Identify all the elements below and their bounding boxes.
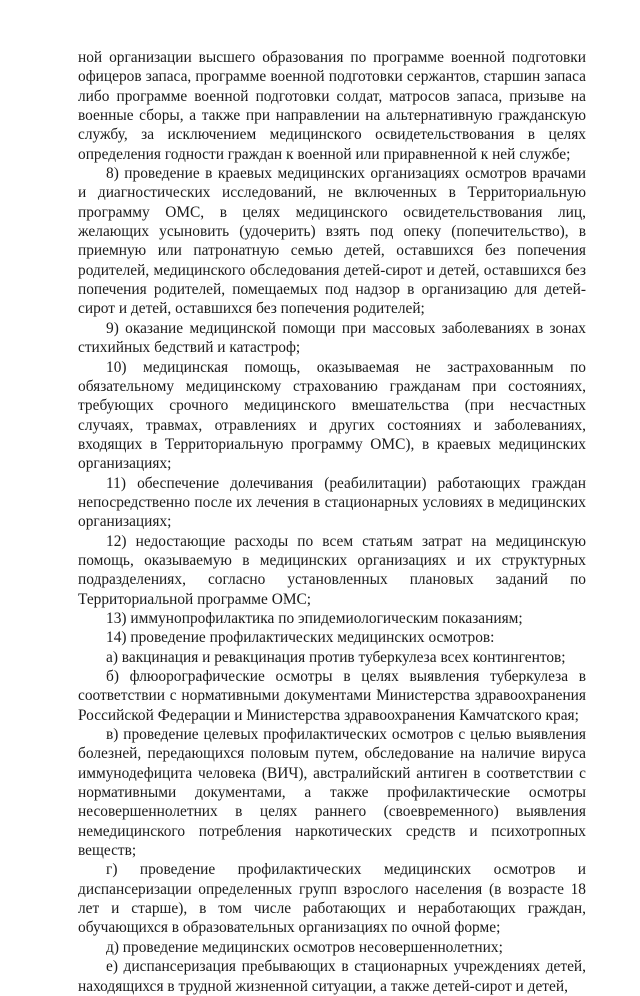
paragraph-item-14: 14) проведение профилактических медицинских осмотров: <box>106 629 495 647</box>
paragraph-item-13: 13) иммунопрофилактика по эпидемиологическим показаниям; <box>106 609 523 627</box>
paragraph-subitem-b: б) флюорографические осмотры в целях выявления туберкулеза в соответствии с нормативными документами Министерства здравоохранения Российской Федерации и Министерства здравоохранения Камчатского края; <box>78 668 586 724</box>
paragraph-item-11: 11) обеспечение долечивания (реабилитации) работающих граждан непосредственно после их лечения в стационарных условиях в медицинских организациях; <box>78 474 586 531</box>
paragraph-subitem-d: д) проведение медицинских осмотров несовершеннолетних; <box>106 938 503 956</box>
paragraph-continuation: ной организации высшего образования по программе военной подготовки офицеров запаса, программе военной подготовки сержантов, старшин запаса либо программе военной подготовки солдат, матросов запаса, призыве на военные сборы, а также при направлении на альтернативную гражданскую службу, за исключением медицинского освидетельствования в целях определения годности граждан к военной или приравненной к ней службе; <box>78 49 586 163</box>
paragraph-subitem-e: е) диспансеризация пребывающих в стационарных учреждениях детей, находящихся в трудной жизненной ситуации, а также детей-сирот и детей, <box>78 958 586 995</box>
paragraph-item-10: 10) медицинская помощь, оказываемая не застрахованным по обязательному медицинскому страхованию гражданам при состояниях, требующих срочного медицинского вмешательства (при несчастных случаях, травмах, отравлениях и других состояниях и заболеваниях, входящих в Территориальную программу ОМС), в краевых медицинских организациях; <box>78 358 586 473</box>
paragraph-item-9: 9) оказание медицинской помощи при массовых заболеваниях в зонах стихийных бедствий и катастроф; <box>78 319 586 357</box>
paragraph-item-8: 8) проведение в краевых медицинских организациях осмотров врачами и диагностических исследований, не включенных в Территориальную программу ОМС, в целях медицинского освидетельствования лиц, желающих усыновить (удочерить) взять под опеку (попечительство), в приемную или патронатную семью детей, оставшихся без попечения родителей, медицинского обследования детей-сирот и детей, оставшихся без попечения родителей, помещаемых под надзор в организацию для детей-сирот и детей, оставшихся без попечения родителей; <box>78 165 586 318</box>
paragraph-subitem-g: г) проведение профилактических медицинских осмотров и диспансеризации определенных групп взрослого населения (в возрасте 18 лет и старше), в том числе работающих и неработающих граждан, обучающихся в образовательных организациях по очной форме; <box>78 861 586 937</box>
paragraph-subitem-a: а) вакцинация и ревакцинация против туберкулеза всех контингентов; <box>106 648 566 666</box>
paragraph-item-12: 12) недостающие расходы по всем статьям затрат на медицинскую помощь, оказываемую в медицинских организациях и их структурных подразделениях, согласно установленных плановых заданий по Территориальной программе ОМС; <box>78 532 586 608</box>
paragraph-subitem-v: в) проведение целевых профилактических осмотров с целью выявления болезней, передающихся половым путем, обследование на наличие вируса иммунодефицита человека (ВИЧ), австралийский антиген в соответствии с нормативными документами, а также профилактические осмотры несовершеннолетних в целях раннего (своевременного) выявления немедицинского потребления наркотических средств и психотропных веществ; <box>78 726 586 860</box>
